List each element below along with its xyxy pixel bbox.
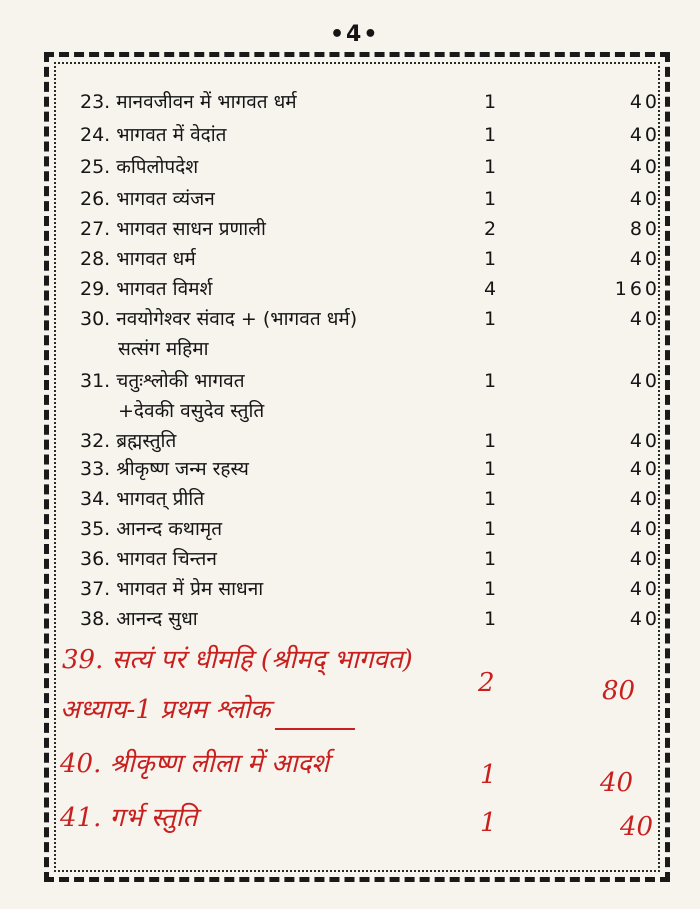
list-item bbox=[80, 214, 660, 244]
item-qty: 1 bbox=[483, 548, 497, 570]
item-qty: 1 bbox=[483, 248, 497, 270]
list-item bbox=[80, 152, 660, 182]
item-price: 40 bbox=[629, 91, 660, 113]
handwritten-item-qty: 1 bbox=[480, 760, 497, 790]
item-qty: 1 bbox=[483, 124, 497, 146]
handwritten-underline bbox=[275, 728, 355, 730]
handwritten-item-subtitle: अध्याय-1 प्रथम श्लोक bbox=[60, 695, 271, 725]
item-qty: 1 bbox=[483, 458, 497, 480]
item-title: 26. भागवत व्यंजन bbox=[80, 188, 215, 210]
item-title: 28. भागवत धर्म bbox=[80, 248, 196, 270]
item-price: 40 bbox=[629, 156, 660, 178]
item-title: 27. भागवत साधन प्रणाली bbox=[80, 218, 266, 240]
item-qty: 1 bbox=[483, 308, 497, 330]
item-price: 40 bbox=[629, 548, 660, 570]
item-qty: 1 bbox=[483, 430, 497, 452]
page-number: •4• bbox=[330, 22, 380, 47]
item-qty: 1 bbox=[483, 518, 497, 540]
item-subtitle: +देवकी वसुदेव स्तुति bbox=[118, 400, 265, 422]
item-price: 40 bbox=[629, 458, 660, 480]
item-price: 40 bbox=[629, 370, 660, 392]
item-qty: 1 bbox=[483, 488, 497, 510]
item-subtitle: सत्संग महिमा bbox=[118, 338, 209, 360]
list-item bbox=[80, 454, 660, 484]
list-item bbox=[80, 484, 660, 514]
item-price: 40 bbox=[629, 578, 660, 600]
item-qty: 1 bbox=[483, 156, 497, 178]
handwritten-item-qty: 2 bbox=[478, 668, 495, 698]
item-qty: 1 bbox=[483, 578, 497, 600]
item-title: 32. ब्रह्मस्तुति bbox=[80, 430, 177, 452]
item-title: 35. आनन्द कथामृत bbox=[80, 518, 223, 540]
item-price: 40 bbox=[629, 308, 660, 330]
item-title: 37. भागवत में प्रेम साधना bbox=[80, 578, 264, 600]
list-item bbox=[80, 604, 660, 634]
item-title: 38. आनन्द सुधा bbox=[80, 608, 198, 630]
item-title: 33. श्रीकृष्ण जन्म रहस्य bbox=[80, 458, 249, 480]
list-item bbox=[80, 244, 660, 274]
item-price: 40 bbox=[629, 188, 660, 210]
item-qty: 1 bbox=[483, 91, 497, 113]
item-title: 24. भागवत में वेदांत bbox=[80, 124, 227, 146]
list-item bbox=[80, 184, 660, 214]
list-item bbox=[80, 87, 660, 117]
item-qty: 1 bbox=[483, 188, 497, 210]
item-title: 36. भागवत चिन्तन bbox=[80, 548, 217, 570]
item-price: 40 bbox=[629, 488, 660, 510]
handwritten-item-price: 80 bbox=[602, 676, 636, 706]
item-title: 34. भागवत् प्रीति bbox=[80, 488, 205, 510]
item-qty: 4 bbox=[483, 278, 497, 300]
item-qty: 1 bbox=[483, 608, 497, 630]
list-item bbox=[80, 544, 660, 574]
item-title: 23. मानवजीवन में भागवत धर्म bbox=[80, 91, 297, 113]
item-title: 25. कपिलोपदेश bbox=[80, 156, 199, 178]
list-item bbox=[80, 514, 660, 544]
list-item bbox=[80, 120, 660, 150]
item-price: 40 bbox=[629, 608, 660, 630]
item-price: 160 bbox=[614, 278, 660, 300]
handwritten-item-price: 40 bbox=[600, 768, 634, 798]
handwritten-item-qty: 1 bbox=[480, 808, 497, 838]
list-item bbox=[80, 274, 660, 304]
list-item bbox=[80, 304, 660, 334]
list-item bbox=[80, 426, 660, 456]
item-title: 30. नवयोगेश्वर संवाद + (भागवत धर्म) bbox=[80, 308, 358, 330]
item-price: 40 bbox=[629, 430, 660, 452]
handwritten-item-title: 41. गर्भ स्तुति bbox=[60, 803, 198, 833]
list-item bbox=[80, 366, 660, 396]
handwritten-item-title: 39. सत्यं परं धीमहि (श्रीमद् भागवत) bbox=[62, 645, 413, 675]
item-title: 29. भागवत विमर्श bbox=[80, 278, 213, 300]
item-price: 40 bbox=[629, 124, 660, 146]
handwritten-item-title: 40. श्रीकृष्ण लीला में आदर्श bbox=[60, 749, 330, 779]
item-qty: 2 bbox=[483, 218, 497, 240]
item-price: 80 bbox=[629, 218, 660, 240]
item-title: 31. चतुःश्लोकी भागवत bbox=[80, 370, 245, 392]
item-qty: 1 bbox=[483, 370, 497, 392]
handwritten-item-price: 40 bbox=[620, 812, 654, 842]
item-price: 40 bbox=[629, 248, 660, 270]
list-item bbox=[80, 574, 660, 604]
item-price: 40 bbox=[629, 518, 660, 540]
